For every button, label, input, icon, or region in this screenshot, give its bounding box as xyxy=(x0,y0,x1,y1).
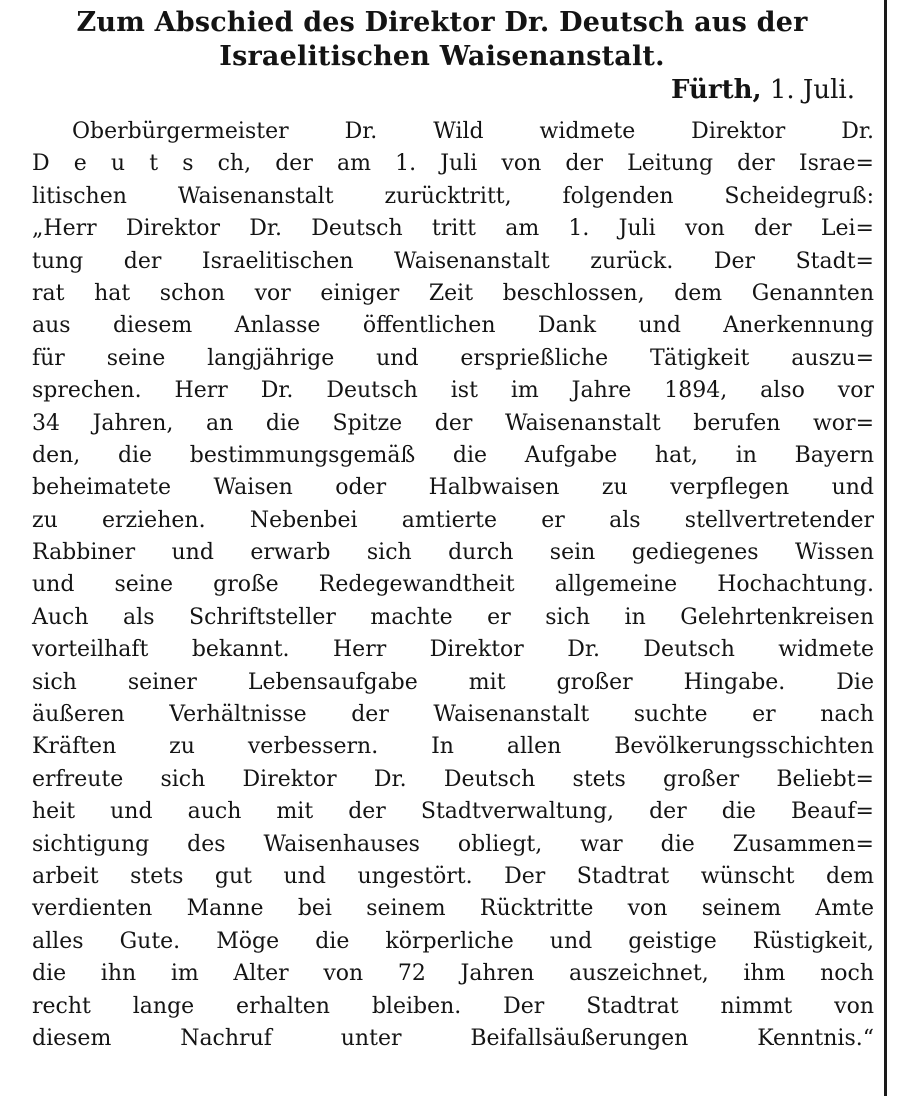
body-line: erfreute sich Direktor Dr. Deutsch stets großer Beliebt= xyxy=(32,766,874,792)
body-line: zu erziehen. Nebenbei amtierte er als stellvertretender xyxy=(32,507,874,533)
body-line: verdienten Manne bei seinem Rücktritte von seinem Amte xyxy=(32,896,874,922)
body-line: Auch als Schriftsteller machte er sich in Gelehrtenkreisen xyxy=(32,604,874,630)
body-line: für seine langjährige und ersprießliche Tätigkeit auszu= xyxy=(32,345,874,371)
body-line: sichtigung des Waisenhauses obliegt, war die Zusammen= xyxy=(32,831,874,857)
body-line: den, die bestimmungsgemäß die Aufgabe hat, in Bayern xyxy=(32,442,874,468)
body-line: diesem Nachruf unter Beifallsäußerungen Kenntnis.“ xyxy=(32,1025,874,1051)
headline-line-1: Zum Abschied des Direktor Dr. Deutsch aus der xyxy=(76,7,808,38)
cut-off-text-fragment xyxy=(110,1088,330,1096)
body-line: sich seiner Lebensaufgabe mit großer Hingabe. Die xyxy=(32,669,874,695)
body-line: Rabbiner und erwarb sich durch sein gediegenes Wissen xyxy=(32,540,874,566)
article-dateline xyxy=(671,74,855,106)
body-line: vorteilhaft bekannt. Herr Direktor Dr. Deutsch widmete xyxy=(32,637,874,663)
body-line: die ihn im Alter von 72 Jahren auszeichnet, ihm noch xyxy=(32,961,874,987)
body-line: heit und auch mit der Stadtverwaltung, der die Beauf= xyxy=(32,799,874,825)
body-line: und seine große Redegewandtheit allgemeine Hochachtung. xyxy=(32,572,874,598)
dateline-date: 1. Juli. xyxy=(769,75,855,105)
column-rule xyxy=(884,0,887,1096)
body-line: Oberbürgermeister Dr. Wild widmete Direktor Dr. xyxy=(72,119,874,144)
body-line: 34 Jahren, an die Spitze der Waisenanstalt berufen wor= xyxy=(32,410,874,436)
body-line: beheimatete Waisen oder Halbwaisen zu verpflegen und xyxy=(32,475,874,501)
body-line: Kräften zu verbessern. In allen Bevölkerungsschichten xyxy=(32,734,874,760)
body-line: alles Gute. Möge die körperliche und geistige Rüstigkeit, xyxy=(32,928,874,954)
body-line: äußeren Verhältnisse der Waisenanstalt suchte er nach xyxy=(32,702,874,728)
article-headline xyxy=(0,6,884,74)
headline-line-2: Israelitischen Waisenanstalt. xyxy=(219,41,665,72)
dateline-place: Fürth, xyxy=(671,75,762,105)
body-line: rat hat schon vor einiger Zeit beschlossen, dem Genannten xyxy=(32,280,874,306)
body-line: „Herr Direktor Dr. Deutsch tritt am 1. Juli von der Lei= xyxy=(32,216,874,242)
article-body xyxy=(32,116,874,1055)
body-line: sprechen. Herr Dr. Deutsch ist im Jahre 1894, also vor xyxy=(32,378,874,404)
body-line: recht lange erhalten bleiben. Der Stadtrat nimmt von xyxy=(32,993,874,1019)
body-line: arbeit stets gut und ungestört. Der Stadtrat wünscht dem xyxy=(32,863,874,889)
body-line: D e u t s ch, der am 1. Juli von der Leitung der Israe= xyxy=(32,151,874,177)
body-line: litischen Waisenanstalt zurücktritt, folgenden Scheidegruß: xyxy=(32,183,874,209)
body-line: aus diesem Anlasse öffentlichen Dank und Anerkennung xyxy=(32,313,874,339)
body-line: tung der Israelitischen Waisenanstalt zurück. Der Stadt= xyxy=(32,248,874,274)
